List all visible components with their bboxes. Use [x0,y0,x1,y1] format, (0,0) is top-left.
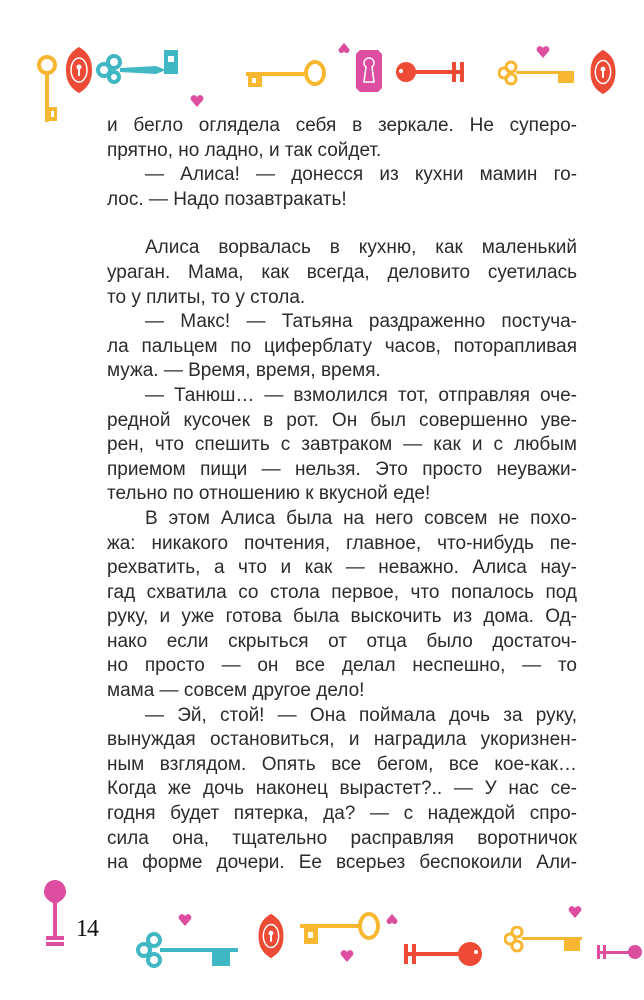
text-line: руку, и уже готова была выскочить из дома. Од- [107,606,577,628]
keyhole-plate-icon [256,912,286,960]
heart-icon [386,912,398,926]
yellow-key-icon [36,55,58,125]
text-line: — Алиса! — донесся из кухни мамин го- [145,164,577,186]
text-line: рехватить, а что и как — неважно. Алиса нау- [107,557,577,579]
page-number: 14 [76,916,98,942]
text-line: ла пальцем по циферблату часов, поторапливая [107,335,577,357]
pink-keyhole-plate-icon [356,50,382,92]
text-line: приемом пищи — нельзя. Это просто неуважи- [107,458,577,480]
heart-icon [340,950,354,962]
yellow-key-icon [246,60,326,88]
yellow-key-icon [504,926,584,956]
top-key-border [0,0,644,130]
text-line: нако если скрыться от отца было достаточ- [107,630,577,652]
text-line: тельно по отношению к вкусной еде! [107,483,431,505]
teal-key-icon [136,930,240,972]
keyhole-plate-icon [64,45,94,95]
heart-icon [338,42,350,54]
text-line: но просто — он все делал неспешно, — то [107,655,577,677]
text-line: Когда же дочь наконец вырастет?.. — У нас се- [107,778,577,800]
teal-key-icon [96,48,188,84]
text-line: В этом Алиса была на него совсем не похо- [145,507,577,529]
text-line: редной кусочек в рот. Он был совершенно уве- [107,409,577,431]
text-line: ным взглядом. Опять все бегом, все кое-как… [107,753,577,775]
text-line: — Макс! — Татьяна раздраженно постуча- [145,311,577,333]
text-line: жа: никакого почтения, главное, что-нибудь пе- [107,532,577,554]
text-line: лос. — Надо позавтракать! [107,188,347,210]
heart-icon [568,906,582,918]
pink-key-icon [597,942,643,962]
text-line: на форме дочери. Ее всерьез беспокоили Али- [107,852,577,874]
page-body-text [107,114,577,876]
heart-icon [178,914,192,926]
text-line: ураган. Мама, как всегда, деловито суетилась [107,261,577,283]
text-line: мужа. — Время, время, время. [107,360,381,382]
bottom-key-border [0,870,644,1000]
red-key-icon [396,58,468,86]
text-line: сила она, тщательно расправляя воротничок [107,827,577,849]
text-line: вынуждая остановиться, и наградила укоризнен- [107,729,577,751]
text-line: годня будет пятерка, да? — с надеждой спро- [107,803,577,825]
pink-key-icon [42,878,68,950]
text-line: Алиса ворвалась в кухню, как маленький [145,237,577,259]
yellow-key-icon [498,60,578,86]
text-line: — Эй, стой! — Она поймала дочь за руку, [145,704,577,726]
text-line: — Танюш… — взмолился тот, отправляя оче- [145,384,577,406]
text-line: рен, что спешить с завтраком — как и с любым [107,434,577,456]
keyhole-plate-icon [588,48,618,96]
text-line: прятно, но ладно, и так сойдет. [107,139,382,161]
yellow-key-icon [300,912,380,948]
text-line: и бегло оглядела себя в зеркале. Не суперо- [107,115,577,136]
text-line: гад схватила со стола первое, что попалось под [107,581,577,603]
text-line: мама — совсем другое дело! [107,680,365,702]
heart-icon [190,95,204,107]
red-key-icon [404,940,484,974]
heart-icon [536,46,550,58]
text-line: то у плиты, то у стола. [107,286,306,308]
paragraph-gap [107,212,577,236]
